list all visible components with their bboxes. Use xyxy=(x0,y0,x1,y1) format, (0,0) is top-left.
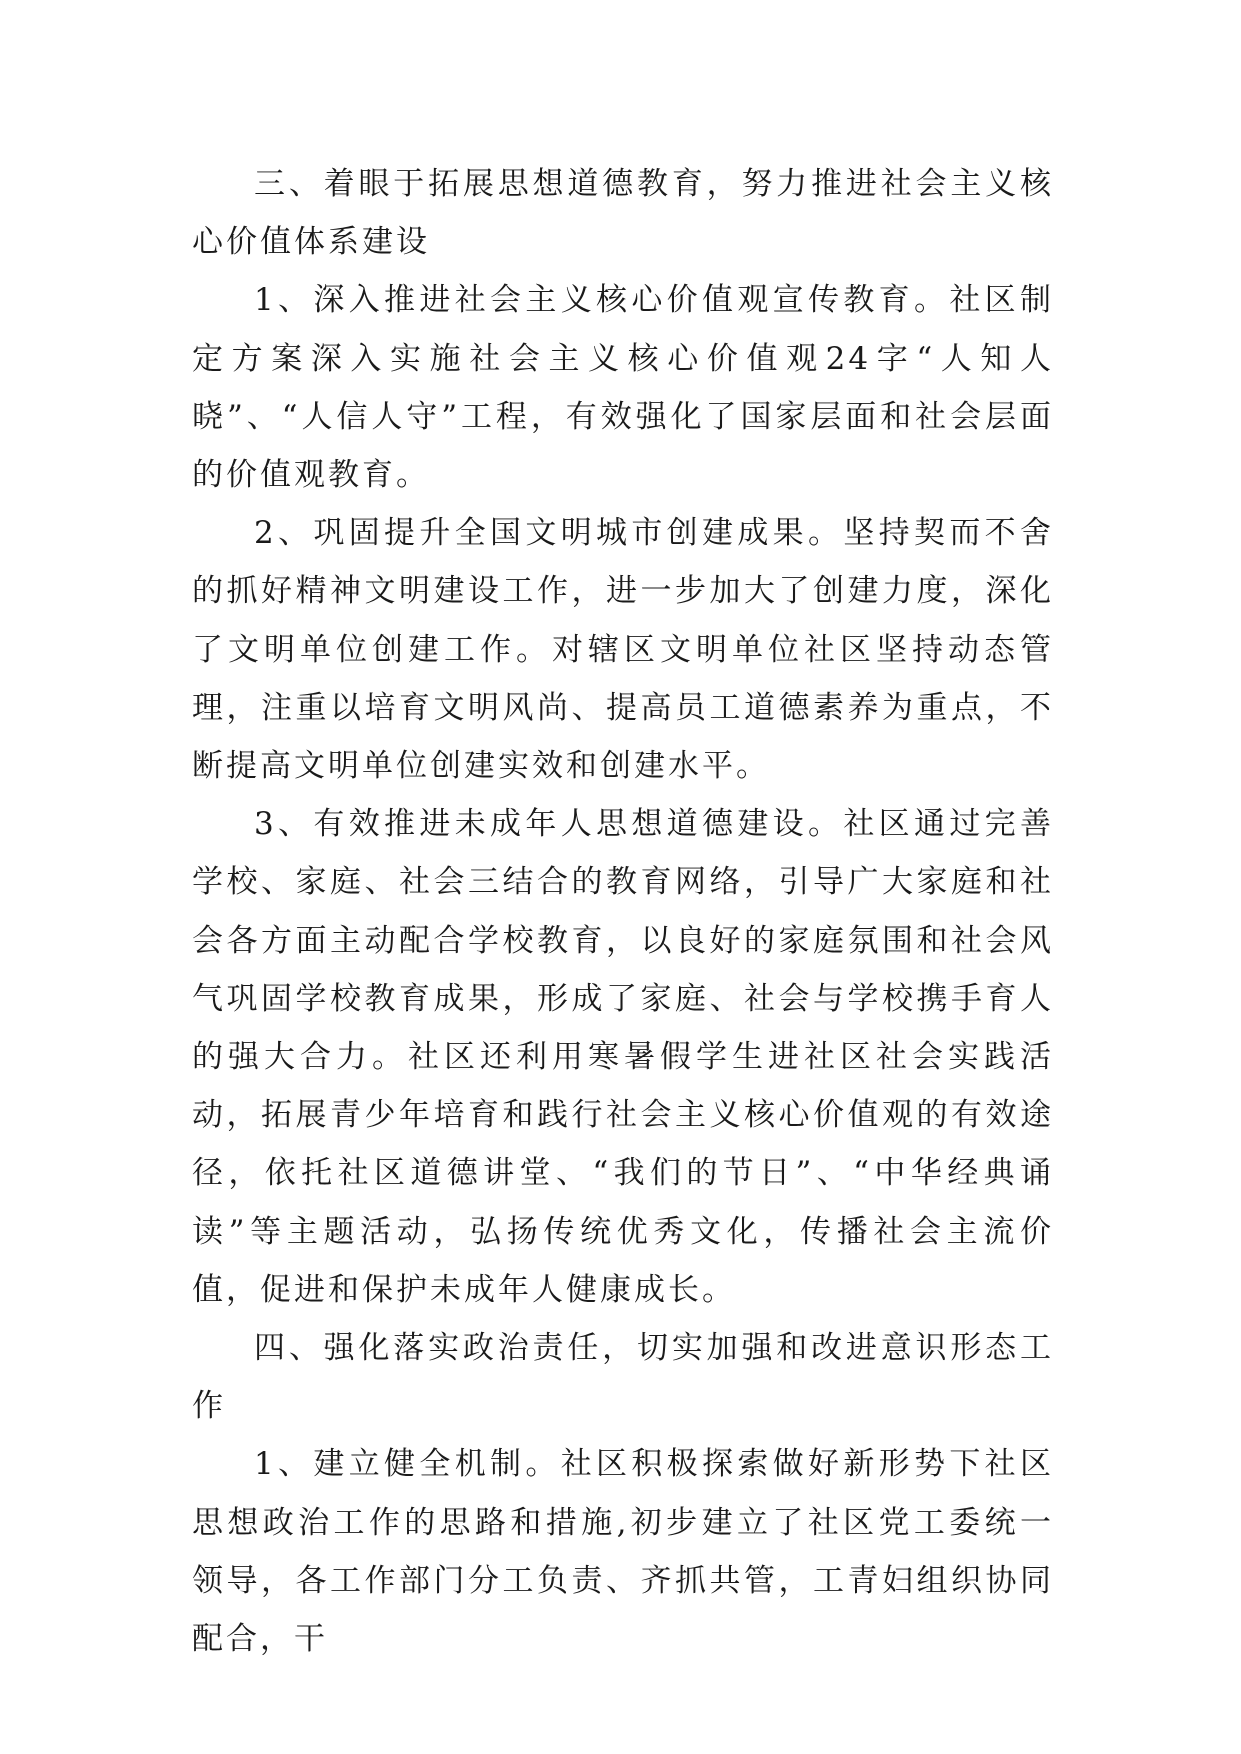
paragraph-civilized-city: 2、巩固提升全国文明城市创建成果。坚持契而不舍的抓好精神文明建设工作，进一步加大了创建力度，深化了文明单位创建工作。对辖区文明单位社区坚持动态管理，注重以培育文明风尚、提高员工道德素养为重点，不断提高文明单位创建实效和创建水平。 xyxy=(192,515,1054,785)
document-body xyxy=(192,155,1054,1668)
paragraph-minors-moral-construction: 3、有效推进未成年人思想道德建设。社区通过完善学校、家庭、社会三结合的教育网络，引导广大家庭和社会各方面主动配合学校教育，以良好的家庭氛围和社会风气巩固学校教育成果，形成了家庭、社会与学校携手育人的强大合力。社区还利用寒暑假学生进社区社会实践活动，拓展青少年培育和践行社会主义核心价值观的有效途径，依托社区道德讲堂、“我们的节日”、“中华经典诵读”等主题活动，弘扬传统优秀文化，传播社会主流价值，促进和保护未成年人健康成长。 xyxy=(192,806,1054,1308)
paragraph-mechanism: 1、建立健全机制。社区积极探索做好新形势下社区思想政治工作的思路和措施,初步建立了社区党工委统一领导，各工作部门分工负责、齐抓共管，工青妇组织协同配合，干 xyxy=(192,1446,1054,1658)
section-heading-four: 四、强化落实政治责任，切实加强和改进意识形态工作 xyxy=(192,1330,1054,1425)
paragraph-core-values-education: 1、深入推进社会主义核心价值观宣传教育。社区制定方案深入实施社会主义核心价值观24字“人知人晓”、“人信人守”工程，有效强化了国家层面和社会层面的价值观教育。 xyxy=(192,282,1054,494)
section-heading-three: 三、着眼于拓展思想道德教育，努力推进社会主义核心价值体系建设 xyxy=(192,166,1054,261)
